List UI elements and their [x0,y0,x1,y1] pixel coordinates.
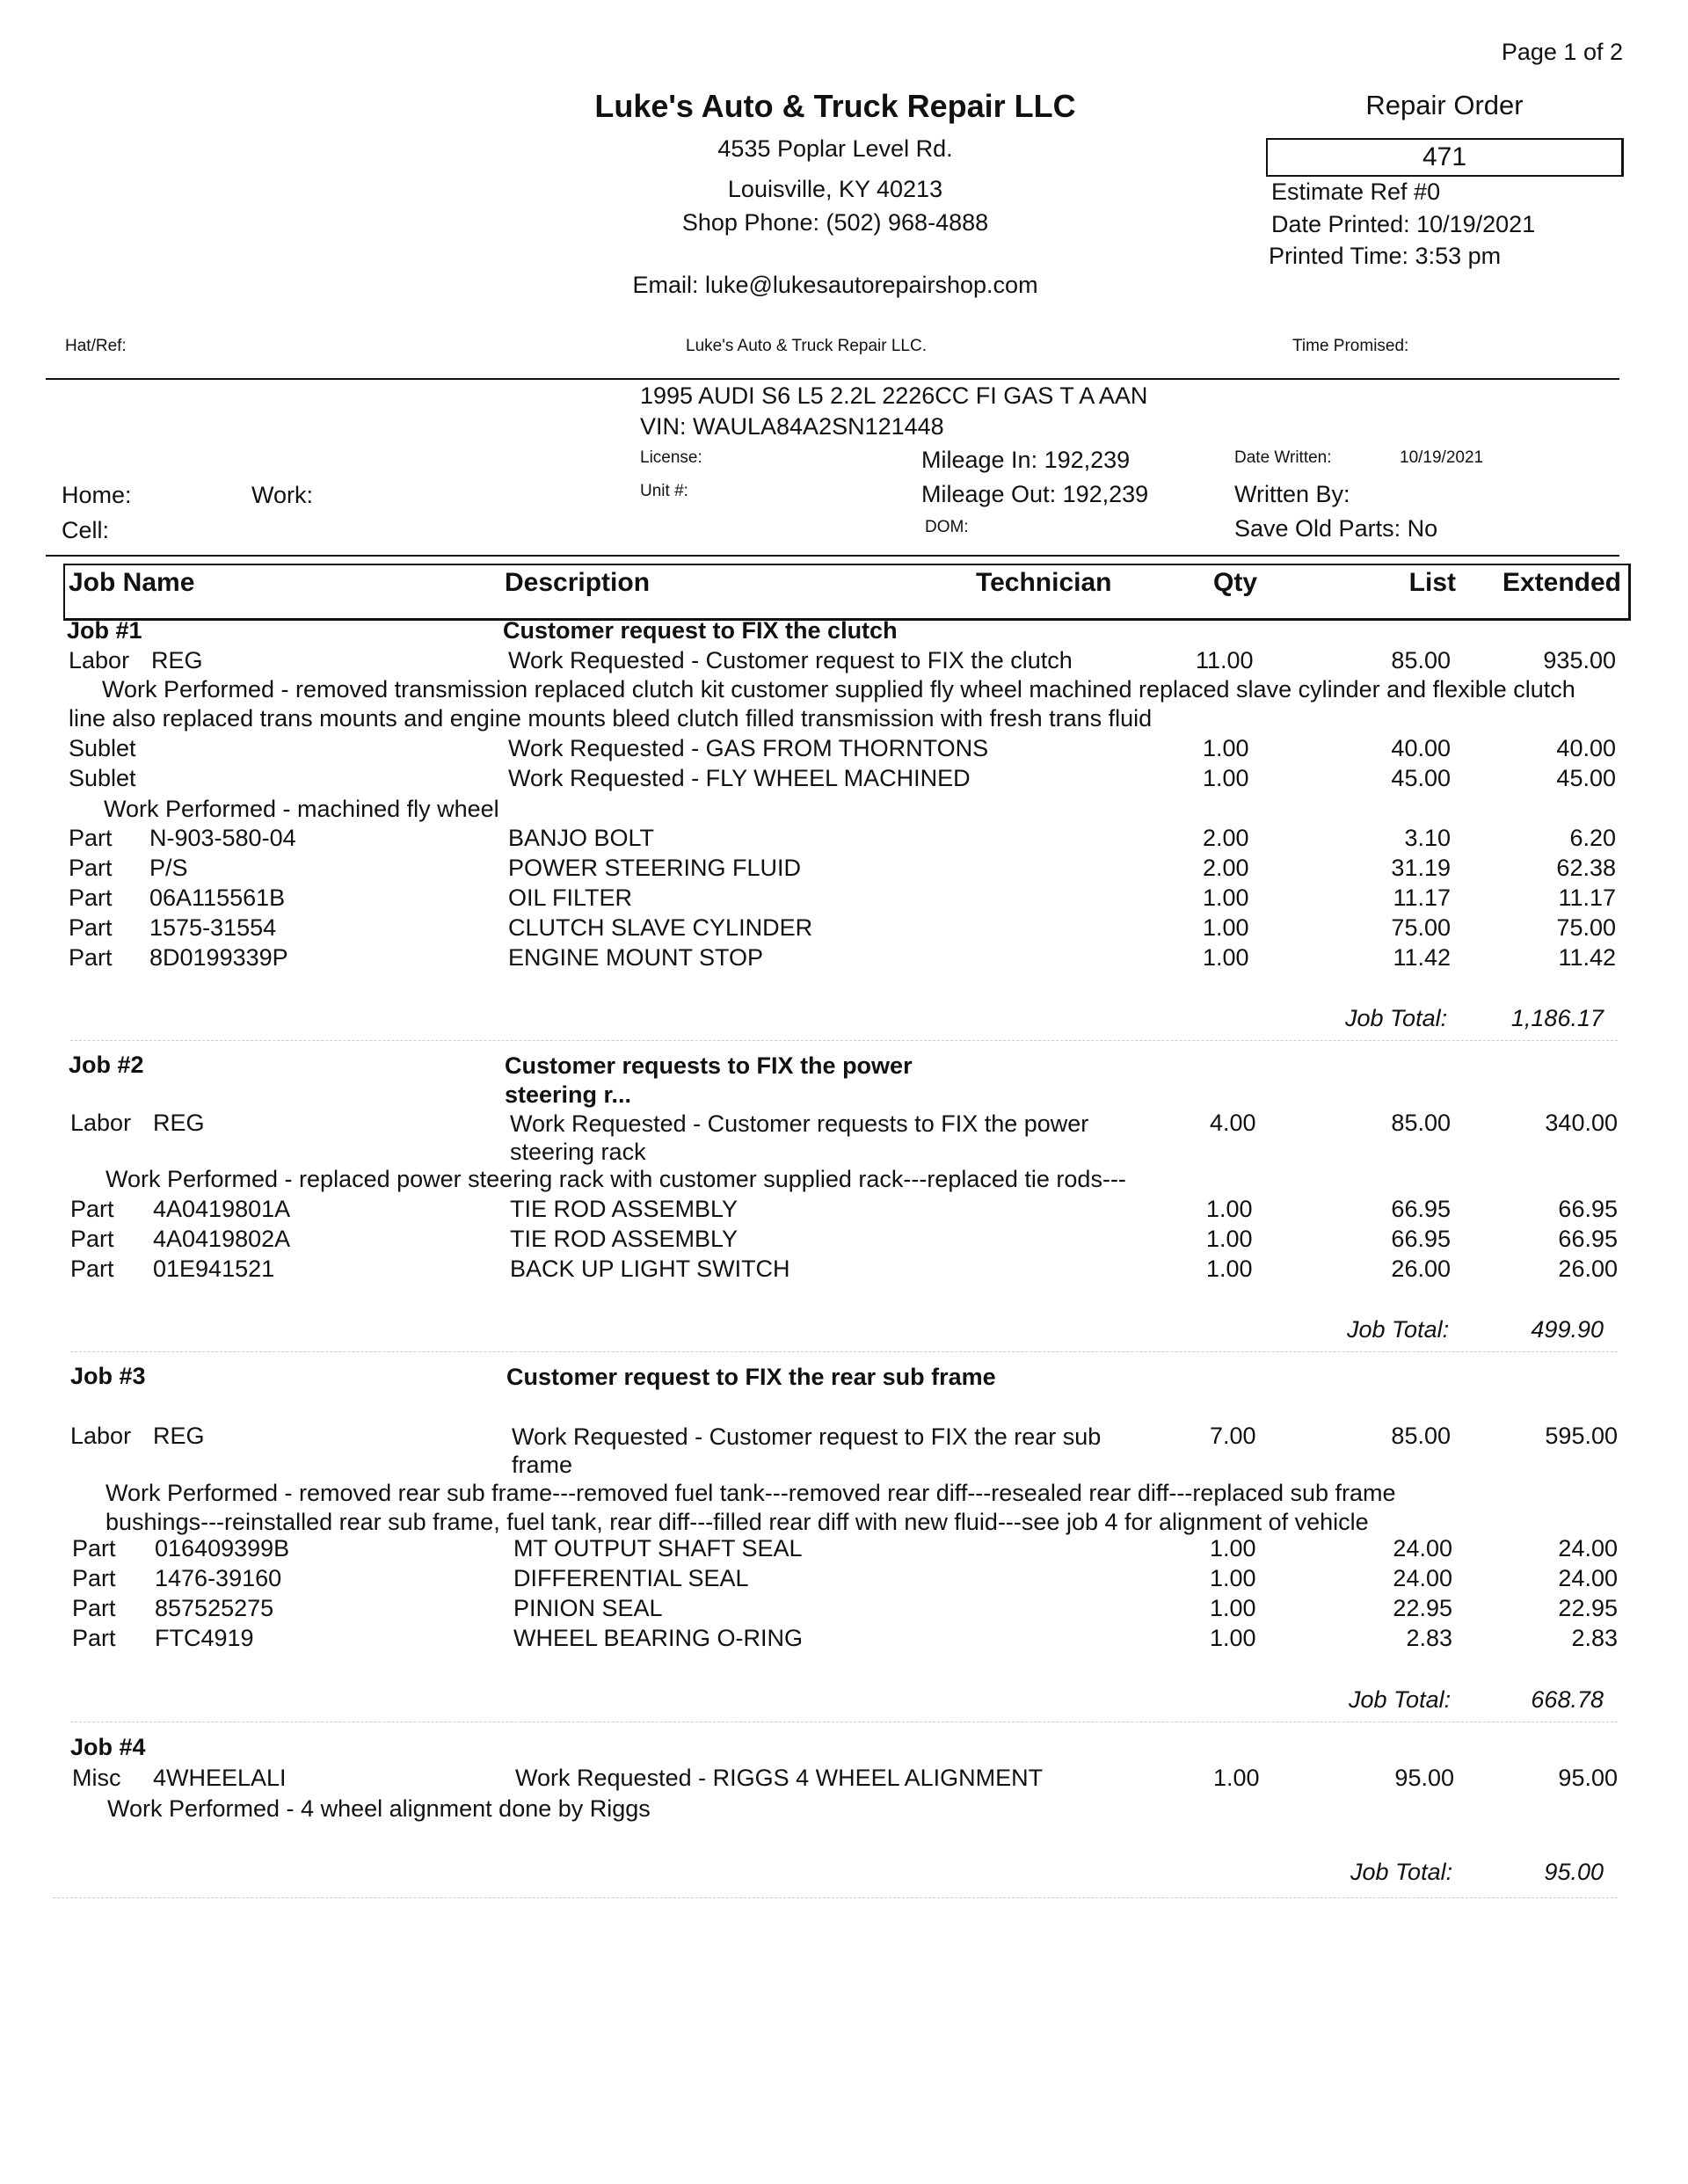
line-extended: 66.95 [1558,1196,1618,1222]
line-list: 11.42 [1393,944,1451,971]
job-2-name: Job #2 [69,1052,144,1078]
line-extended: 24.00 [1558,1565,1618,1591]
line-qty: 1.00 [1206,1226,1253,1252]
part-number: 4A0419801A [153,1196,291,1222]
line-qty: 1.00 [1210,1595,1256,1621]
line-qty: 11.00 [1196,647,1254,673]
job-1-separator [70,1040,1618,1041]
shop-email: Email: luke@lukesautorepairshop.com [632,272,1038,298]
line-list: 22.95 [1393,1595,1452,1621]
repair-order-number-box [1266,138,1624,177]
time-promised-label: Time Promised: [1292,337,1409,355]
line-description: WHEEL BEARING O-RING [513,1625,804,1651]
line-description: Work Requested - RIGGS 4 WHEEL ALIGNMENT [515,1765,1044,1791]
line-qty: 1.00 [1203,885,1249,911]
job-1-total-label: Job Total: [1345,1005,1448,1031]
job-2-total-label: Job Total: [1347,1316,1450,1343]
line-qty: 2.00 [1203,855,1249,881]
line-type: Part [72,1535,116,1562]
line-type: Part [70,1256,114,1282]
job-1-name: Job #1 [67,617,142,644]
line-qty: 1.00 [1203,914,1249,941]
line-extended: 75.00 [1556,914,1616,941]
dom-label: DOM: [925,518,969,536]
job-4-separator [53,1897,1618,1898]
part-number: 06A115561B [149,885,286,911]
line-description: Work Requested - Customer request to FIX the clutch [508,647,1073,673]
col-technician: Technician [976,568,1112,597]
line-list: 2.83 [1406,1625,1452,1651]
line-type: Labor [70,1110,132,1136]
line-type: Part [70,1226,114,1252]
cell-phone-label: Cell: [62,517,110,543]
line-list: 66.95 [1391,1226,1451,1252]
line-type: Part [69,914,113,941]
line-list: 45.00 [1391,765,1451,791]
col-job-name: Job Name [69,568,195,597]
line-type: Part [69,855,113,881]
line-type: Part [70,1196,114,1222]
line-type: Part [72,1625,116,1651]
job-2-separator [70,1351,1618,1352]
part-number: 1575-31554 [149,914,277,941]
col-list: List [1408,568,1456,597]
job-1-title: Customer request to FIX the clutch [503,617,898,644]
shop-address: 4535 Poplar Level Rd. [717,135,953,162]
line-list: 85.00 [1391,1423,1451,1449]
printed-time: Printed Time: 3:53 pm [1269,243,1502,269]
shop-name: Luke's Auto & Truck Repair LLC [594,88,1076,124]
line-qty: 1.00 [1203,765,1249,791]
line-description: ENGINE MOUNT STOP [508,944,764,971]
job-3-title: Customer request to FIX the rear sub frame [506,1364,996,1390]
line-qty: 1.00 [1210,1535,1256,1562]
work-phone-label: Work: [251,482,314,508]
part-number: P/S [149,855,188,881]
line-list: 31.19 [1391,855,1451,881]
job-4-total-label: Job Total: [1350,1859,1453,1885]
line-type: Misc [72,1765,121,1791]
line-code: 4WHEELALI [153,1765,287,1791]
line-extended: 11.17 [1558,885,1616,911]
line-extended: 6.20 [1569,825,1616,851]
line-description: Work Requested - GAS FROM THORNTONS [508,735,989,761]
shop-name-small: Luke's Auto & Truck Repair LLC. [686,337,927,355]
part-number: 4A0419802A [153,1226,291,1252]
vehicle-description: 1995 AUDI S6 L5 2.2L 2226CC FI GAS T A AAN [640,382,1148,409]
line-qty: 1.00 [1206,1256,1253,1282]
header-divider [46,378,1619,380]
line-description: DIFFERENTIAL SEAL [513,1565,749,1591]
line-type: Part [69,944,113,971]
line-description: OIL FILTER [508,885,633,911]
line-type: Part [72,1595,116,1621]
repair-order-number: 471 [1422,142,1467,171]
line-extended: 95.00 [1558,1765,1618,1791]
shop-phone: Shop Phone: (502) 968-4888 [681,209,989,236]
line-description: Work Requested - FLY WHEEL MACHINED [508,765,971,791]
job-3-work-performed: Work Performed - removed rear sub frame---removed fuel tank---removed rear diff---resealed rear diff---replaced sub frame bushings---reinstalled rear sub frame, fuel tank, rear diff---filled rear diff with new fluid---see job 4 for alignment of vehicle [106,1480,1396,1535]
line-description: MT OUTPUT SHAFT SEAL [513,1535,803,1562]
vehicle-divider [46,555,1619,557]
license-label: License: [640,448,702,467]
line-description: Work Requested - Customer requests to FIX the power steering rack [510,1110,1089,1165]
line-qty: 1.00 [1210,1625,1256,1651]
line-list: 26.00 [1391,1256,1451,1282]
repair-order-title: Repair Order [1365,90,1524,120]
date-printed: Date Printed: 10/19/2021 [1271,211,1536,237]
line-type: Sublet [69,765,136,791]
line-list: 11.17 [1393,885,1451,911]
line-list: 75.00 [1391,914,1451,941]
job-1-sublet-performed: Work Performed - machined fly wheel [104,796,499,822]
line-extended: 595.00 [1545,1423,1618,1449]
line-qty: 1.00 [1203,735,1249,761]
line-extended: 22.95 [1558,1595,1618,1621]
job-1-work-performed: Work Performed - removed transmission replaced clutch kit customer supplied fly wheel machined replaced slave cylinder and flexible clutch line also replaced trans mounts and engine mounts bleed clutch filled transmission with fresh trans fluid [69,676,1575,732]
part-number: 857525275 [155,1595,274,1621]
line-extended: 2.83 [1571,1625,1618,1651]
line-type: Labor [70,1423,132,1449]
job-4-work-performed: Work Performed - 4 wheel alignment done by Riggs [107,1795,651,1822]
line-extended: 340.00 [1545,1110,1618,1136]
line-list: 40.00 [1391,735,1451,761]
job-4-name: Job #4 [70,1734,146,1760]
part-number: FTC4919 [155,1625,254,1651]
line-description: BANJO BOLT [508,825,655,851]
line-type: Part [69,825,113,851]
mileage-in: Mileage In: 192,239 [921,447,1131,473]
date-written-value: 10/19/2021 [1400,448,1484,467]
line-description: TIE ROD ASSEMBLY [510,1226,738,1252]
line-type: Part [72,1565,116,1591]
line-list: 66.95 [1391,1196,1451,1222]
line-list: 24.00 [1393,1565,1452,1591]
line-extended: 62.38 [1556,855,1616,881]
line-type: Sublet [69,735,136,761]
unit-label: Unit #: [640,482,688,500]
column-header-row [63,564,1631,621]
date-written-label: Date Written: [1234,448,1332,467]
line-type: Labor [69,647,130,673]
job-2-work-performed: Work Performed - replaced power steering rack with customer supplied rack---replaced tie rods--- [106,1166,1126,1192]
line-qty: 7.00 [1210,1423,1256,1449]
line-qty: 4.00 [1210,1110,1256,1136]
line-description: POWER STEERING FLUID [508,855,802,881]
line-qty: 1.00 [1213,1765,1260,1791]
line-list: 3.10 [1404,825,1451,851]
col-extended: Extended [1502,568,1621,597]
line-list: 95.00 [1394,1765,1454,1791]
shop-city: Louisville, KY 40213 [727,176,943,202]
line-extended: 11.42 [1558,944,1616,971]
written-by-label: Written By: [1234,481,1350,507]
line-type: Part [69,885,113,911]
part-number: N-903-580-04 [149,825,296,851]
job-3-total-label: Job Total: [1349,1686,1452,1713]
line-extended: 66.95 [1558,1226,1618,1252]
line-list: 24.00 [1393,1535,1452,1562]
line-extended: 45.00 [1556,765,1616,791]
hat-ref-label: Hat/Ref: [65,337,127,355]
col-description: Description [505,568,651,597]
part-number: 8D0199339P [149,944,288,971]
line-code: REG [153,1110,205,1136]
line-description: CLUTCH SLAVE CYLINDER [508,914,813,941]
page-number: Page 1 of 2 [1501,39,1623,65]
save-old-parts: Save Old Parts: No [1234,515,1438,542]
job-1-total: 1,186.17 [1510,1005,1604,1031]
line-extended: 40.00 [1556,735,1616,761]
job-3-total: 668.78 [1531,1686,1604,1713]
home-phone-label: Home: [62,482,132,508]
line-list: 85.00 [1391,1110,1451,1136]
line-code: REG [151,647,203,673]
line-code: REG [153,1423,205,1449]
col-qty: Qty [1213,568,1258,597]
line-description: PINION SEAL [513,1595,663,1621]
vehicle-vin: VIN: WAULA84A2SN121448 [640,413,944,440]
job-4-total: 95.00 [1544,1859,1604,1885]
line-qty: 1.00 [1203,944,1249,971]
part-number: 1476-39160 [155,1565,282,1591]
line-extended: 24.00 [1558,1535,1618,1562]
job-2-total: 499.90 [1531,1316,1604,1343]
line-description: TIE ROD ASSEMBLY [510,1196,738,1222]
line-qty: 1.00 [1210,1565,1256,1591]
mileage-out: Mileage Out: 192,239 [921,481,1149,507]
job-3-name: Job #3 [70,1363,146,1389]
job-2-title: Customer requests to FIX the power steering r... [505,1052,913,1108]
part-number: 016409399B [155,1535,290,1562]
part-number: 01E941521 [153,1256,275,1282]
line-qty: 2.00 [1203,825,1249,851]
line-description: Work Requested - Customer request to FIX the rear sub frame [512,1423,1102,1478]
line-extended: 935.00 [1543,647,1616,673]
line-list: 85.00 [1391,647,1451,673]
estimate-ref: Estimate Ref #0 [1271,178,1441,205]
line-description: BACK UP LIGHT SWITCH [510,1256,790,1282]
line-extended: 26.00 [1558,1256,1618,1282]
line-qty: 1.00 [1206,1196,1253,1222]
